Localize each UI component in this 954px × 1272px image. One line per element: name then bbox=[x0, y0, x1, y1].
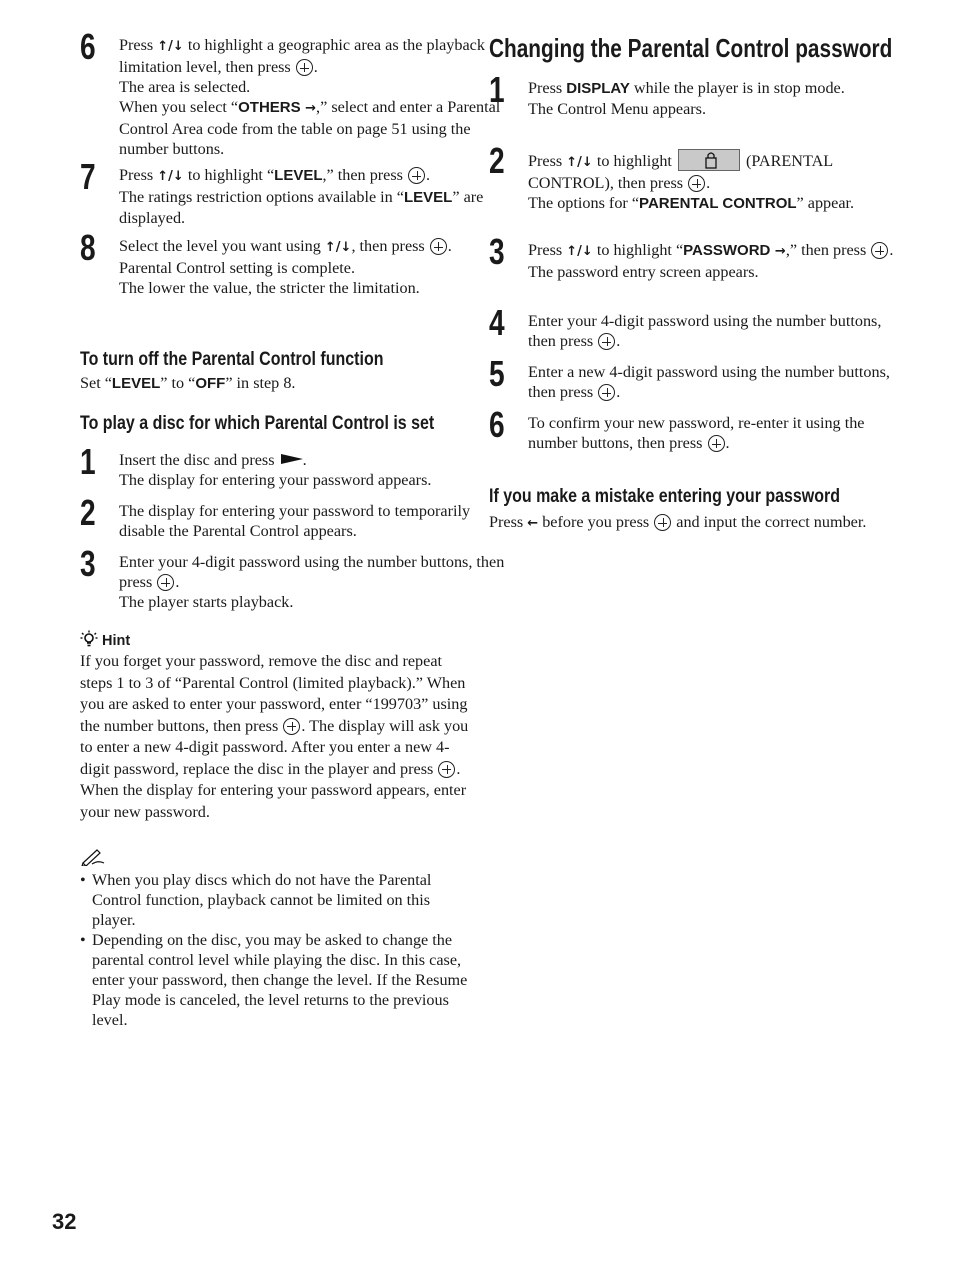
enter-button-icon bbox=[598, 384, 615, 401]
step-result-text: The area is selected. bbox=[119, 78, 251, 96]
up-down-arrow-icon: ↑/↓ bbox=[157, 169, 184, 184]
play-step-2 bbox=[80, 492, 509, 541]
left-arrow-icon: ← bbox=[527, 516, 539, 531]
mistake-section bbox=[489, 485, 874, 534]
enter-button-icon bbox=[871, 242, 888, 259]
step-6 bbox=[80, 26, 509, 159]
play-step-3 bbox=[80, 543, 509, 612]
step-number: 6 bbox=[80, 26, 95, 67]
step-number: 3 bbox=[489, 231, 504, 272]
step-result-text: The lower the value, the stricter the limitation. bbox=[119, 279, 420, 297]
up-down-arrow-icon: ↑/↓ bbox=[566, 244, 593, 259]
change-step-6 bbox=[489, 404, 913, 453]
step-result-text: The ratings restriction options available in “LEVEL” are displayed. bbox=[119, 188, 484, 227]
step-number: 5 bbox=[489, 353, 504, 394]
step-number: 2 bbox=[80, 492, 95, 533]
up-down-arrow-icon: ↑/↓ bbox=[324, 240, 352, 255]
step-text: When you select “OTHERS →,” select and enter a Parental Control Area code from the table on page 51 using the number buttons. bbox=[119, 98, 501, 158]
play-icon bbox=[281, 454, 303, 464]
section-text: Set “LEVEL” to “OFF” in step 8. bbox=[80, 374, 296, 392]
section-heading: To turn off the Parental Control function bbox=[80, 348, 384, 370]
parental-control-icon bbox=[678, 149, 740, 171]
step-result-text: The display for entering your password appears. bbox=[119, 471, 432, 489]
note-item: • When you play discs which do not have the Parental Control function, playback cannot be limited on this player. bbox=[80, 871, 432, 929]
step-result-text: Parental Control setting is complete. bbox=[119, 259, 356, 277]
page-number: 32 bbox=[52, 1209, 77, 1234]
section-heading: If you make a mistake entering your password bbox=[489, 485, 841, 507]
step-number: 6 bbox=[489, 404, 504, 445]
enter-button-icon bbox=[283, 718, 300, 735]
enter-button-icon bbox=[157, 574, 174, 591]
step-number: 2 bbox=[489, 140, 504, 181]
step-text: Select the level you want using ↑/↓, then press . bbox=[119, 237, 452, 255]
change-step-4 bbox=[489, 302, 913, 351]
section-heading: To play a disc for which Parental Control is set bbox=[80, 412, 435, 434]
hint-header bbox=[80, 630, 470, 651]
change-step-5 bbox=[489, 353, 913, 402]
notes-section bbox=[80, 848, 470, 1030]
step-text: The display for entering your password to temporarily disable the Parental Control appears. bbox=[119, 502, 471, 540]
step-text: Insert the disc and press . bbox=[119, 451, 307, 469]
turn-off-section bbox=[80, 348, 470, 394]
up-down-arrow-icon: ↑/↓ bbox=[157, 39, 184, 54]
change-step-3 bbox=[489, 231, 913, 282]
change-step-2 bbox=[489, 140, 913, 214]
notes-list bbox=[80, 870, 470, 1030]
section-text: Press ← before you press and input the correct number. bbox=[489, 513, 867, 531]
enter-button-icon bbox=[688, 175, 705, 192]
step-text: To confirm your new password, re-enter it using the number buttons, then press . bbox=[528, 414, 865, 452]
step-number: 1 bbox=[489, 69, 504, 110]
step-result-text: The options for “PARENTAL CONTROL” appear. bbox=[528, 194, 855, 212]
enter-button-icon bbox=[296, 59, 313, 76]
hint-label: Hint bbox=[102, 633, 131, 649]
play-disc-section bbox=[80, 412, 470, 434]
step-text: Enter your 4-digit password using the number buttons, then press . bbox=[528, 312, 882, 350]
step-text: Enter your 4-digit password using the number buttons, then press . bbox=[119, 553, 505, 591]
step-number: 1 bbox=[80, 441, 95, 482]
enter-button-icon bbox=[708, 435, 725, 452]
step-number: 4 bbox=[489, 302, 504, 343]
step-text: Press DISPLAY while the player is in stop mode. bbox=[528, 79, 845, 97]
page-title: Changing the Parental Control password bbox=[489, 33, 893, 63]
enter-button-icon bbox=[408, 167, 425, 184]
step-number: 8 bbox=[80, 227, 95, 268]
play-step-1 bbox=[80, 441, 509, 490]
step-number: 7 bbox=[80, 156, 95, 197]
enter-button-icon bbox=[430, 238, 447, 255]
step-8 bbox=[80, 227, 509, 298]
step-text: Enter a new 4-digit password using the number buttons, then press . bbox=[528, 363, 890, 401]
hint-section bbox=[80, 630, 470, 823]
step-text: Press ↑/↓ to highlight “PASSWORD →,” then press . bbox=[528, 241, 894, 259]
step-7 bbox=[80, 156, 509, 228]
note-item: • Depending on the disc, you may be asked to change the parental control level while playing the disc. In this case, enter your password, then change the level. If the Resume Play mode is canceled, the level returns to the previous level. bbox=[80, 931, 468, 1029]
up-down-arrow-icon: ↑/↓ bbox=[566, 155, 593, 170]
step-result-text: The password entry screen appears. bbox=[528, 263, 759, 281]
enter-button-icon bbox=[598, 333, 615, 350]
step-text: Press ↑/↓ to highlight (PARENTAL CONTROL), then press . bbox=[528, 149, 913, 193]
step-text: Press ↑/↓ to highlight “LEVEL,” then press . bbox=[119, 166, 431, 184]
step-number: 3 bbox=[80, 543, 95, 584]
note-pencil-icon bbox=[80, 848, 470, 870]
hint-text: If you forget your password, remove the disc and repeat steps 1 to 3 of “Parental Control (limited playback).” When you are asked to enter your password, enter “199703” using the number buttons, then press . The display will ask you to enter a new 4-digit password. After you enter a new 4-digit password, replace the disc in the player and press . When the display for entering your password appears, enter your new password. bbox=[80, 652, 469, 821]
enter-button-icon bbox=[654, 514, 671, 531]
step-result-text: The player starts playback. bbox=[119, 593, 294, 611]
enter-button-icon bbox=[438, 761, 455, 778]
step-result-text: The Control Menu appears. bbox=[528, 100, 707, 118]
change-step-1 bbox=[489, 69, 913, 119]
step-text: Press ↑/↓ to highlight a geographic area as the playback limitation level, then press . bbox=[119, 36, 485, 76]
